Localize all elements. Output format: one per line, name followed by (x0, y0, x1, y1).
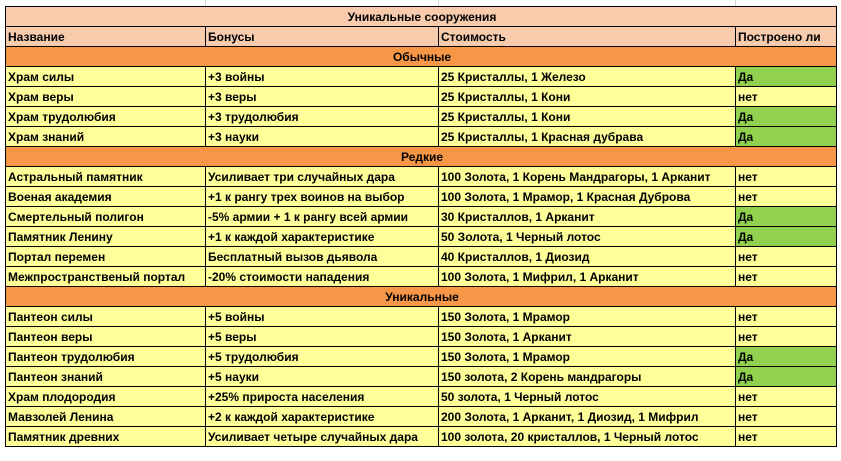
cell-name[interactable]: Межпространственый портал (6, 267, 206, 287)
cell-cost[interactable]: 100 Золота, 1 Мрамор, 1 Красная Дуброва (439, 187, 736, 207)
table-row (6, 367, 837, 387)
cell-name[interactable]: Пантеон силы (6, 307, 206, 327)
cell-name[interactable]: Астральный памятник (6, 167, 206, 187)
table-row (6, 247, 837, 267)
table-row (6, 427, 837, 447)
cell-bonus[interactable]: Усиливает четыре случайных дара (206, 427, 439, 447)
cell-cost[interactable]: 25 Кристаллы, 1 Кони (439, 107, 736, 127)
cell-built[interactable]: Да (736, 207, 837, 227)
section-row (6, 287, 837, 307)
cell-name[interactable]: Военая академия (6, 187, 206, 207)
cell-cost[interactable]: 30 Кристаллов, 1 Арканит (439, 207, 736, 227)
cell-name[interactable]: Пантеон знаний (6, 367, 206, 387)
header-built[interactable]: Построено ли (736, 27, 837, 47)
cell-name[interactable]: Храм знаний (6, 127, 206, 147)
cell-cost[interactable]: 25 Кристаллы, 1 Красная дубрава (439, 127, 736, 147)
cell-built[interactable]: нет (736, 187, 837, 207)
cell-name[interactable]: Смертельный полигон (6, 207, 206, 227)
cell-built[interactable]: Да (736, 227, 837, 247)
header-bonus[interactable]: Бонусы (206, 27, 439, 47)
cell-built[interactable]: нет (736, 307, 837, 327)
section-title[interactable]: Обычные (6, 47, 837, 67)
cell-cost[interactable]: 100 Золота, 1 Мифрил, 1 Арканит (439, 267, 736, 287)
cell-name[interactable]: Храм веры (6, 87, 206, 107)
cell-cost[interactable]: 150 Золота, 1 Мрамор (439, 307, 736, 327)
cell-cost[interactable]: 25 Кристаллы, 1 Железо (439, 67, 736, 87)
cell-bonus[interactable]: +3 науки (206, 127, 439, 147)
cell-bonus[interactable]: +3 войны (206, 67, 439, 87)
cell-bonus[interactable]: Бесплатный вызов дьявола (206, 247, 439, 267)
cell-bonus[interactable]: Усиливает три случайных дара (206, 167, 439, 187)
cell-bonus[interactable]: -20% стоимости нападения (206, 267, 439, 287)
cell-built[interactable]: нет (736, 267, 837, 287)
table-row (6, 127, 837, 147)
cell-cost[interactable]: 150 Золота, 1 Арканит (439, 327, 736, 347)
cell-name[interactable]: Портал перемен (6, 247, 206, 267)
cell-built[interactable]: Да (736, 347, 837, 367)
cell-name[interactable]: Пантеон веры (6, 327, 206, 347)
cell-built[interactable]: Да (736, 67, 837, 87)
section-title[interactable]: Уникальные (6, 287, 837, 307)
cell-built[interactable]: нет (736, 327, 837, 347)
table-title[interactable]: Уникальные сооружения (6, 7, 837, 27)
cell-bonus[interactable]: +3 трудолюбия (206, 107, 439, 127)
cell-built[interactable]: нет (736, 87, 837, 107)
table-row (6, 387, 837, 407)
cell-built[interactable]: нет (736, 247, 837, 267)
table-row (6, 187, 837, 207)
section-title[interactable]: Редкие (6, 147, 837, 167)
table-row (6, 267, 837, 287)
cell-bonus[interactable]: +2 к каждой характеристике (206, 407, 439, 427)
cell-name[interactable]: Храм силы (6, 67, 206, 87)
cell-bonus[interactable]: +25% прироста населения (206, 387, 439, 407)
cell-cost[interactable]: 40 Кристаллов, 1 Диозид (439, 247, 736, 267)
buildings-table (5, 6, 837, 447)
cell-cost[interactable]: 150 золота, 2 Корень мандрагоры (439, 367, 736, 387)
cell-bonus[interactable]: +1 к рангу трех воинов на выбор (206, 187, 439, 207)
section-row (6, 147, 837, 167)
cell-bonus[interactable]: +5 трудолюбия (206, 347, 439, 367)
table-row (6, 327, 837, 347)
header-row (6, 27, 837, 47)
cell-built[interactable]: Да (736, 127, 837, 147)
table-row (6, 107, 837, 127)
section-row (6, 47, 837, 67)
header-name[interactable]: Название (6, 27, 206, 47)
cell-bonus[interactable]: -5% армии + 1 к рангу всей армии (206, 207, 439, 227)
cell-cost[interactable]: 50 Золота, 1 Черный лотос (439, 227, 736, 247)
cell-cost[interactable]: 100 Золота, 1 Корень Мандрагоры, 1 Арканит (439, 167, 736, 187)
table-row (6, 87, 837, 107)
cell-name[interactable]: Мавзолей Ленина (6, 407, 206, 427)
cell-built[interactable]: нет (736, 427, 837, 447)
cell-name[interactable]: Храм трудолюбия (6, 107, 206, 127)
cell-bonus[interactable]: +5 науки (206, 367, 439, 387)
cell-bonus[interactable]: +5 веры (206, 327, 439, 347)
cell-name[interactable]: Памятник Ленину (6, 227, 206, 247)
cell-cost[interactable]: 150 Золота, 1 Мрамор (439, 347, 736, 367)
cell-built[interactable]: Да (736, 367, 837, 387)
table-row (6, 407, 837, 427)
cell-name[interactable]: Храм плодородия (6, 387, 206, 407)
cell-name[interactable]: Памятник древних (6, 427, 206, 447)
cell-built[interactable]: Да (736, 107, 837, 127)
title-row (6, 7, 837, 27)
table-row (6, 227, 837, 247)
cell-built[interactable]: нет (736, 167, 837, 187)
cell-built[interactable]: нет (736, 407, 837, 427)
table-row (6, 207, 837, 227)
cell-cost[interactable]: 200 Золота, 1 Арканит, 1 Диозид, 1 Мифрил (439, 407, 736, 427)
table-row (6, 67, 837, 87)
cell-bonus[interactable]: +3 веры (206, 87, 439, 107)
cell-cost[interactable]: 100 золота, 20 кристаллов, 1 Черный лотос (439, 427, 736, 447)
cell-bonus[interactable]: +1 к каждой характеристике (206, 227, 439, 247)
header-cost[interactable]: Стоимость (439, 27, 736, 47)
table-row (6, 167, 837, 187)
cell-name[interactable]: Пантеон трудолюбия (6, 347, 206, 367)
table-row (6, 347, 837, 367)
cell-cost[interactable]: 25 Кристаллы, 1 Кони (439, 87, 736, 107)
cell-bonus[interactable]: +5 войны (206, 307, 439, 327)
cell-built[interactable]: нет (736, 387, 837, 407)
table-row (6, 307, 837, 327)
cell-cost[interactable]: 50 золота, 1 Черный лотос (439, 387, 736, 407)
